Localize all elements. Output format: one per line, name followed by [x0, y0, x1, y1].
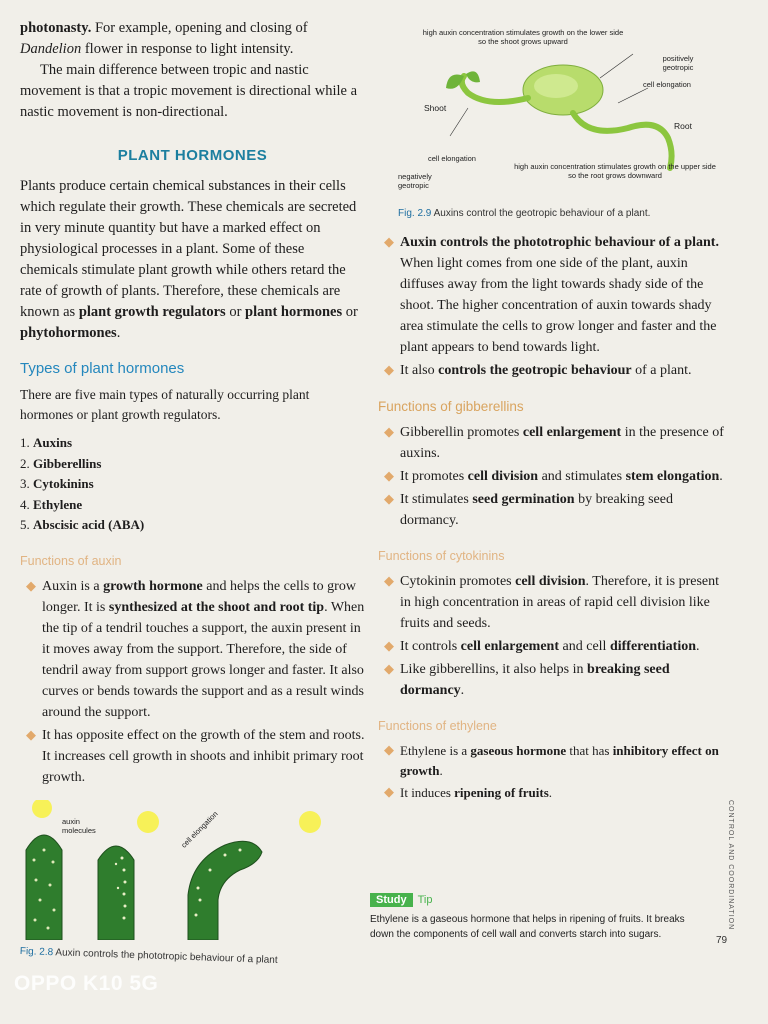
bullet-text: in the presence of auxins. — [400, 425, 724, 461]
chapter-side-tab: CONTROL AND COORDINATION — [727, 800, 734, 931]
bullet-icon: ◆ — [26, 727, 36, 743]
list-item-name: Cytokinins — [33, 476, 94, 491]
list-item — [20, 495, 365, 516]
bullet-text: . Therefore, it is present in high concentration in areas of rapid cell division like fruits and seeds. — [400, 574, 720, 631]
shoot-tip-2 — [98, 846, 134, 940]
study-tip-text: Ethylene is a gaseous hormone that helps in ripening of fruits. It breaks down the components of cell wall and converts starch into sugars. — [370, 914, 685, 940]
bullet-text: When light comes from one side of the plant, auxin diffuses away from the light towards shady side of the shoot. The higher concentration of auxin towards shady area stimulate the cells to grow longer and faster and the plant appears to bend towards light. — [400, 256, 717, 355]
fig29-bottom-label: high auxin concentration stimulates growth on the upper side so the root grows downward — [514, 162, 716, 180]
term-cell-division: cell division — [515, 574, 586, 589]
study-tip-box — [370, 890, 710, 942]
list-number: 3. — [20, 476, 30, 491]
text-or: or — [225, 304, 246, 320]
shoot-label: Shoot — [424, 103, 447, 113]
bullet-item — [378, 636, 733, 657]
bullet-item — [378, 783, 733, 803]
bullet-text: that has — [566, 743, 613, 758]
plant-hormones-text: Plants produce certain chemical substances in their cells which regulate their growth. These chemicals are secreted in very minute quantity but have a marked effect on physiological processes in a plant. Some of these chemicals stimulate plant growth while others retard the rate of growth of plants. Therefore, these chemicals are known as — [20, 178, 357, 320]
cell-elongation-label: cell elongation — [179, 809, 220, 850]
bullet-text: Ethylene is a — [400, 743, 471, 758]
bullet-item — [20, 576, 365, 723]
bullet-icon: ◆ — [384, 492, 394, 507]
list-item — [20, 515, 365, 536]
bullet-text: and cell — [559, 639, 610, 654]
term-phytohormones: phytohormones — [20, 325, 117, 341]
list-item-name: Gibberellins — [33, 455, 102, 471]
bullet-item — [378, 571, 733, 634]
types-intro: There are five main types of naturally occurring plant hormones or plant growth regulators. — [20, 387, 310, 422]
leaf-icon — [466, 71, 480, 82]
text-or-2: or — [342, 304, 358, 320]
list-item-name: Abscisic acid (ABA) — [33, 517, 145, 532]
bullet-icon: ◆ — [384, 425, 394, 440]
dandelion-term: Dandelion — [20, 41, 82, 57]
gibberellin-bullets — [378, 422, 733, 531]
auxin-bullets — [20, 576, 365, 788]
light-source-icon — [299, 811, 321, 833]
bullet-text: It stimulates — [400, 492, 473, 507]
cytokinin-functions-heading: Functions of cytokinins — [378, 549, 505, 563]
bullet-text: It induces — [400, 785, 455, 800]
intro-text: For example, opening and closing of — [91, 20, 308, 36]
gibberellin-functions-heading: Functions of gibberellins — [378, 399, 524, 414]
bullet-text: of a plant. — [631, 363, 692, 378]
page-number: 79 — [716, 935, 728, 946]
bullet-item — [378, 422, 733, 464]
auxin-functions-heading: Functions of auxin — [20, 553, 122, 568]
ethylene-functions-heading: Functions of ethylene — [378, 719, 497, 733]
bullet-icon: ◆ — [26, 578, 36, 594]
figure-2-9 — [378, 18, 733, 218]
list-number: 2. — [20, 455, 30, 471]
figure-2-9-caption — [398, 208, 650, 219]
bullet-item — [378, 741, 733, 781]
term-phototrophic: Auxin controls the phototrophic behaviour of a plant. — [400, 235, 719, 250]
bullet-text: . — [719, 469, 723, 484]
bullet-item — [378, 466, 733, 487]
term-plant-hormones: plant hormones — [245, 304, 343, 320]
list-item — [20, 433, 365, 454]
bullet-icon: ◆ — [384, 639, 394, 654]
caption-text: Auxins control the geotropic behaviour of a plant. — [431, 208, 651, 219]
root-line — [573, 113, 672, 168]
bullet-item — [378, 360, 733, 381]
tip-label: Tip — [417, 894, 433, 906]
bullet-text: and helps the cells to grow longer. It is — [42, 578, 356, 615]
hormone-types-list — [20, 433, 365, 536]
term-ripening: ripening of fruits — [454, 785, 549, 800]
plant-hormones-heading: PLANT HORMONES — [117, 147, 268, 164]
bullet-text: . When the tip of a tendril touches a support, the auxin present in it moves away from the support. Therefore, the side of tendril away from support grows longer and faster. It also curves or bends towards the support and as a result winds around the support. — [42, 599, 365, 720]
negatively-geotropic-label: negatively geotropic — [398, 172, 432, 190]
bullet-item — [20, 725, 365, 788]
list-item — [20, 454, 365, 475]
photonasty-term: photonasty. — [20, 20, 92, 36]
bullet-text: Cytokinin promotes — [400, 574, 516, 589]
plant-hormones-paragraph — [20, 176, 365, 344]
fig29-top-label: high auxin concentration stimulates growth on the lower side so the shoot grows upward — [422, 28, 624, 46]
term-cell-enlargement: cell enlargement — [460, 639, 560, 654]
bullet-text: . — [696, 639, 700, 654]
ethylene-bullets — [378, 741, 733, 803]
term-growth-regulators: plant growth regulators — [78, 304, 226, 320]
bullet-icon: ◆ — [384, 785, 394, 800]
text-period: . — [116, 325, 121, 341]
term-stem-elongation: stem elongation — [625, 469, 720, 484]
list-item-name: Auxins — [33, 435, 73, 450]
term-inhibitory-effect: inhibitory effect on growth — [400, 743, 719, 778]
bullet-text: and stimulates — [538, 469, 626, 484]
bullet-text: . — [439, 763, 443, 778]
term-gaseous-hormone: gaseous hormone — [470, 743, 567, 758]
cell-elongation-bottom-label: cell elongation — [428, 154, 476, 163]
list-number: 5. — [20, 517, 30, 532]
light-source-icon — [32, 800, 52, 818]
term-cell-division: cell division — [467, 469, 539, 484]
positively-geotropic-label: positively geotropic — [662, 54, 694, 72]
term-growth-hormone: growth hormone — [103, 578, 203, 594]
caption-text: Auxin controls the phototropic behaviour of a plant — [52, 947, 278, 966]
list-number: 4. — [20, 496, 30, 512]
light-source-icon — [137, 811, 159, 833]
figure-2-8 — [20, 800, 360, 955]
auxin-cont-bullets — [378, 232, 733, 381]
bullet-item — [378, 659, 733, 701]
intro-text-end: flower in response to light intensity. — [81, 41, 294, 57]
bullet-text: It controls — [400, 639, 461, 654]
camera-watermark: OPPO K10 5G — [14, 972, 159, 995]
term-synthesized: synthesized at the shoot and root tip — [108, 599, 325, 615]
intro-paragraph-1 — [20, 18, 365, 60]
bullet-item — [378, 232, 733, 358]
term-differentiation: differentiation — [609, 639, 697, 654]
caption-number: Fig. 2.9 — [398, 208, 432, 219]
intro-paragraph-2: The main difference between tropic and nastic movement is that a tropic movement is directional while a nastic movement is non-directional. — [20, 62, 358, 120]
bullet-text: It has opposite effect on the growth of the stem and roots. It increases cell growth in shoots and inhibit primary root growth. — [42, 727, 365, 785]
bullet-icon: ◆ — [384, 235, 394, 250]
root-label: Root — [674, 121, 692, 131]
bullet-text: It promotes — [400, 469, 468, 484]
bullet-text: Gibberellin promotes — [400, 425, 523, 440]
bullet-text: . — [548, 785, 553, 800]
bullet-icon: ◆ — [384, 574, 394, 589]
right-column — [378, 18, 733, 805]
cell-elongation-top-label: cell elongation — [643, 80, 691, 89]
list-number: 1. — [20, 435, 30, 450]
term-geotropic: controls the geotropic behaviour — [438, 363, 632, 378]
term-cell-enlargement: cell enlargement — [522, 425, 622, 440]
list-item — [20, 474, 365, 495]
bullet-icon: ◆ — [384, 743, 394, 758]
bullet-text: by breaking seed dormancy. — [400, 492, 673, 528]
bullet-icon: ◆ — [384, 469, 394, 484]
term-seed-germination: seed germination — [472, 492, 575, 507]
term-breaking-dormancy: breaking seed dormancy — [400, 662, 670, 698]
bullet-text: Like gibberellins, it also helps in — [400, 662, 588, 677]
caption-number: Fig. 2.8 — [19, 946, 54, 959]
bullet-icon: ◆ — [384, 363, 394, 378]
bullet-icon: ◆ — [384, 662, 394, 677]
auxin-molecules-label: auxin molecules — [62, 817, 96, 835]
cytokinin-bullets — [378, 571, 733, 701]
study-badge: Study — [370, 893, 413, 907]
types-heading: Types of plant hormones — [20, 360, 185, 377]
list-item-name: Ethylene — [33, 496, 83, 512]
bullet-text: . — [460, 683, 465, 698]
bullet-item — [378, 489, 733, 531]
left-column — [20, 18, 365, 790]
bullet-text: It also — [400, 363, 439, 378]
bullet-text: Auxin is a — [42, 578, 104, 594]
